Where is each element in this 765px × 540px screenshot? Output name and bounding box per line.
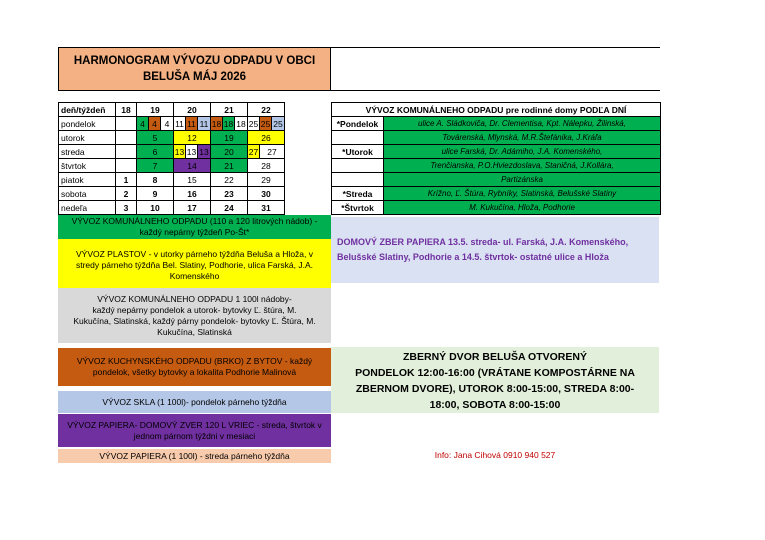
date-cell: 21: [211, 159, 248, 173]
date-cell: 15: [174, 173, 211, 187]
day-label: piatok: [59, 173, 116, 187]
legend-text: VÝVOZ KUCHYNSKÉHO ODPADU (BRKO) Z BYTOV - každý: [76, 356, 313, 366]
date-cell: 11: [187, 118, 196, 129]
date-cell: [116, 159, 137, 173]
date-cell: 3: [116, 201, 137, 215]
day-label: utorok: [59, 131, 116, 145]
calendar-row: [59, 187, 285, 201]
collection-day-label: [332, 173, 384, 187]
date-cell: 2: [116, 187, 137, 201]
week-number: 22: [248, 103, 285, 117]
legend-text: VÝVOZ KOMUNÁLNEHO ODPADU (110 a 120 litrových nádob) -: [71, 216, 318, 226]
date-cell: 23: [211, 187, 248, 201]
legend-text: Komenského: [169, 270, 220, 281]
legend-glass: [58, 391, 331, 413]
day-label: pondelok: [59, 117, 116, 131]
date-cell: 27: [248, 146, 259, 157]
collection-day-label: *Utorok: [332, 145, 384, 159]
week-number: 20: [174, 103, 211, 117]
date-cell: [116, 145, 137, 159]
date-cell: 22: [211, 173, 248, 187]
legend-text: VÝVOZ PAPIERA- DOMOVÝ ZVER 120 L VRIEC - streda, štvrtok v: [67, 419, 322, 430]
legend-text: Kukučína, Slatinská, každý párny pondelok- bytovky Ľ. Štúra, M.: [73, 315, 316, 326]
date-cell: 25: [260, 118, 271, 129]
collection-day-label: *Štvrtok: [332, 201, 384, 215]
date-cell: 10: [137, 201, 174, 215]
date-cell: 28: [248, 159, 285, 173]
date-cell: 30: [248, 187, 285, 201]
streets-row: [332, 117, 661, 131]
date-cell: 20: [211, 145, 248, 159]
date-cell: 1: [116, 173, 137, 187]
week-number: 18: [116, 103, 137, 117]
date-cell: 27: [260, 145, 285, 159]
day-label: štvrtok: [59, 159, 116, 173]
date-cell: 29: [248, 173, 285, 187]
street-list: Krížno, Ľ. Štúra, Rybníky, Slatinská, Belušské Slatiny: [384, 187, 661, 201]
legend-kitchen-waste: [58, 348, 331, 386]
title-line-2: BELUŠA MÁJ 2026: [142, 71, 247, 83]
yard-line: ZBERNOM DVORE), UTOROK 8:00-15:00, STREDA 8:00-: [355, 383, 635, 395]
date-cell: 16: [174, 187, 211, 201]
calendar-row: [59, 173, 285, 187]
date-cell: [116, 131, 137, 145]
date-cell: 7: [137, 159, 174, 173]
legend-communal: [58, 215, 331, 239]
date-cell: 5: [137, 131, 174, 145]
date-cell: 14: [174, 159, 211, 173]
collection-yard-hours: [331, 347, 659, 413]
streets-row: [332, 145, 661, 159]
calendar-row: [59, 117, 285, 131]
date-cell: 13: [199, 146, 209, 157]
date-cell: 4: [149, 117, 161, 131]
day-label: sobota: [59, 187, 116, 201]
date-cell: 12: [174, 131, 211, 145]
title-rule-bottom: [331, 90, 660, 91]
date-cell: 25: [273, 118, 283, 129]
legend-text: každý nepárny týždeň Po-Št*: [139, 227, 250, 237]
legend-text: VÝVOZ SKLA (1 100l)- pondelok párneho týždňa: [102, 396, 287, 407]
day-label: nedeľa: [59, 201, 116, 215]
header-label: deň/týždeň: [59, 103, 116, 117]
streets-row: [332, 201, 661, 215]
date-cell: 9: [137, 187, 174, 201]
legend-text: VÝVOZ KOMUNÁLNEHO ODPADU 1 100l nádoby-: [97, 293, 292, 304]
date-cell: 8: [137, 173, 174, 187]
legend-paper-bags: [58, 414, 331, 447]
street-list: Partizánska: [384, 173, 661, 187]
date-cell: 18: [236, 118, 246, 129]
date-cell: 25: [248, 118, 259, 129]
streets-row: [332, 187, 661, 201]
date-cell: 24: [211, 201, 248, 215]
streets-row: [332, 131, 661, 145]
streets-row: [332, 173, 661, 187]
legend-communal-1100: [58, 288, 331, 343]
date-cell: [116, 117, 137, 131]
schedule-title: [58, 47, 331, 91]
street-list: ulice Farská, Dr. Adámiho, J.A. Komenského,: [384, 145, 661, 159]
calendar-row: [59, 201, 285, 215]
contact-info: Info: Jana Cihová 0910 940 527: [434, 450, 556, 460]
calendar-row: [59, 131, 285, 145]
title-rule-top: [331, 47, 660, 48]
legend-text: Kukučína, Slatinská: [157, 326, 232, 337]
calendar-header-row: [59, 103, 285, 117]
street-list: M. Kukučína, Hloža, Podhorie: [384, 201, 661, 215]
date-cell: 31: [248, 201, 285, 215]
date-cell: 6: [137, 145, 174, 159]
notice-line: Belušské Slatiny, Podhorie a 14.5. štvrtok- ostatné ulice a Hloža: [337, 252, 609, 262]
street-list: Továrenská, Mlynská, M.R.Štefánika, J.Kráľa: [384, 131, 661, 145]
streets-header-row: [332, 103, 661, 117]
week-number: 21: [211, 103, 248, 117]
day-label: streda: [59, 145, 116, 159]
paper-collection-notice: [331, 217, 659, 283]
street-list: Trenčianska, P.O.Hviezdoslava, Staničná, J.Kollára,: [384, 159, 661, 173]
streets-header: VÝVOZ KOMUNÁLNEHO ODPADU pre rodinné domy PODĽA DNÍ: [332, 103, 661, 117]
date-cell: 11: [198, 117, 211, 131]
week-number: 19: [137, 103, 174, 117]
collection-day-label: [332, 131, 384, 145]
calendar-row: [59, 159, 285, 173]
legend-text: každý nepárny pondelok a utorok- bytovky Ľ. štúra, M.: [92, 304, 297, 315]
date-cell: 18: [211, 118, 222, 129]
date-cell: 13: [186, 146, 197, 157]
notice-line: DOMOVÝ ZBER PAPIERA 13.5. streda- ul. Farská, J.A. Komenského,: [337, 237, 629, 247]
street-list: ulice A. Sládkoviča, Dr. Clementisa, Kpt. Nálepku, Žilinská,: [384, 117, 661, 131]
yard-line: ZBERNÝ DVOR BELUŠA OTVORENÝ: [403, 351, 587, 363]
legend-text: VÝVOZ PLASTOV - v utorky párneho týždňa Beluša a Hloža, v: [75, 248, 313, 259]
yard-line: 18:00, SOBOTA 8:00-15:00: [429, 399, 561, 411]
legend-plastic: [58, 239, 331, 291]
streets-table: [331, 102, 661, 215]
date-cell: 19: [211, 131, 248, 145]
date-cell: 17: [174, 201, 211, 215]
legend-text: VÝVOZ PAPIERA (1 100l) - streda párneho týždňa: [99, 450, 290, 461]
collection-day-label: *Streda: [332, 187, 384, 201]
yard-line: PONDELOK 12:00-16:00 (VRÁTANE KOMPOSTÁRNE NA: [355, 367, 635, 379]
date-cell: 18: [223, 118, 234, 129]
calendar-table: [58, 102, 285, 215]
collection-day-label: *Pondelok: [332, 117, 384, 131]
date-cell: 11: [175, 118, 184, 129]
legend-text: jednom párnom týždni v mesiaci: [133, 430, 256, 441]
calendar-row: [59, 145, 285, 159]
legend-text: pondelok, všetky bytovky a lokalita Podhorie Malinová: [92, 367, 297, 377]
collection-day-label: [332, 159, 384, 173]
date-cell: 4: [161, 117, 174, 131]
date-cell: 26: [248, 131, 285, 145]
streets-row: [332, 159, 661, 173]
date-cell: 13: [174, 146, 185, 157]
legend-text: stredy párneho týždňa Bel. Slatiny, Podhorie, ulica Farská, J.A.: [75, 259, 314, 270]
legend-paper-1100: [58, 449, 331, 463]
title-line-1: HARMONOGRAM VÝVOZU ODPADU V OBCI: [73, 55, 316, 67]
date-cell: 4: [137, 117, 149, 131]
